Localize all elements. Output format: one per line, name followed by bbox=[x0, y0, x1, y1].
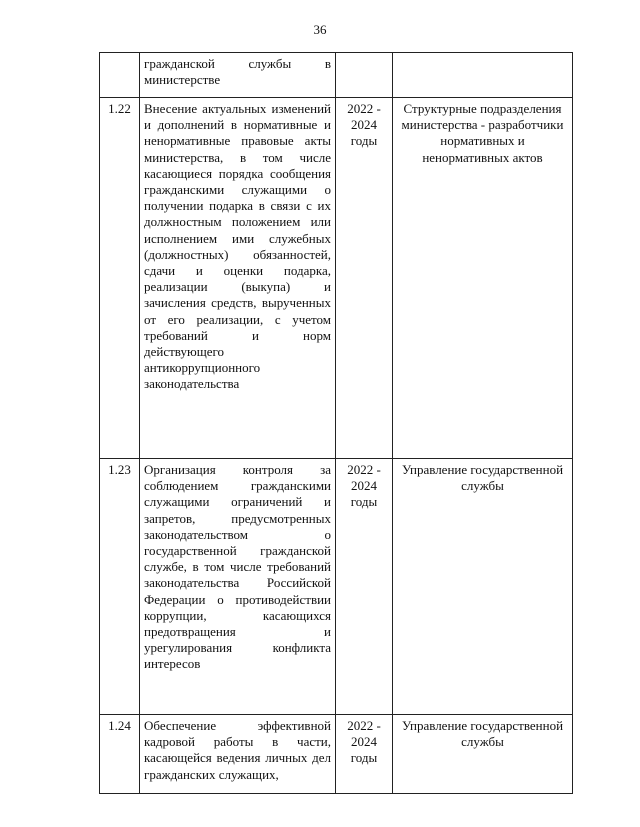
term-unit: годы bbox=[350, 750, 378, 766]
measures-table bbox=[99, 52, 573, 794]
responsible-unit: Структурные подразделения министерства - разработчики нормативных и ненормативных актов bbox=[393, 98, 573, 459]
measure-description: Организация контроля за соблюдением гражданскими служащими ограничений и запретов, предусмотренных законодательством о государственной гражданской службе, в том числе требований законодательства Российской Федерации о противодействии коррупции, касающихся предотвращения и урегулирования конфликта интересов bbox=[140, 459, 336, 715]
row-number bbox=[100, 53, 140, 98]
measure-term bbox=[336, 98, 393, 459]
measure-description: Внесение актуальных изменений и дополнений в нормативные и ненормативные правовые акты министерства, в том числе касающиеся порядка сообщения гражданскими служащими о получении подарка в связи с их должностным положением или исполнением ими служебных (должностных) обязанностей, сдачи и оценки подарка, реализации (выкупа) и зачисления средств, вырученных от его реализации, с учетом требований и норм действующего антикоррупционного законодательства bbox=[140, 98, 336, 459]
measure-description: Обеспечение эффективной кадровой работы в части, касающейся ведения личных дел гражданских служащих, bbox=[140, 715, 336, 794]
term-start: 2022 - bbox=[347, 462, 381, 477]
responsible-unit bbox=[393, 53, 573, 98]
row-number: 1.23 bbox=[100, 459, 140, 715]
row-number: 1.24 bbox=[100, 715, 140, 794]
responsible-unit: Управление государственной службы bbox=[393, 459, 573, 715]
table-row bbox=[100, 53, 573, 98]
table-row bbox=[100, 715, 573, 794]
measure-description: гражданской службы в министерстве bbox=[140, 53, 336, 98]
measure-term bbox=[336, 715, 393, 794]
term-unit: годы bbox=[350, 494, 378, 510]
measure-term bbox=[336, 459, 393, 715]
table-row bbox=[100, 98, 573, 459]
page-number: 36 bbox=[313, 22, 327, 37]
row-number: 1.22 bbox=[100, 98, 140, 459]
term-start: 2022 - bbox=[347, 101, 381, 116]
responsible-unit: Управление государственной службы bbox=[393, 715, 573, 794]
term-unit: годы bbox=[350, 133, 378, 149]
term-end: 2024 bbox=[351, 478, 377, 494]
term-end: 2024 bbox=[351, 117, 377, 133]
term-start: 2022 - bbox=[347, 718, 381, 733]
measure-term bbox=[336, 53, 393, 98]
term-end: 2024 bbox=[351, 734, 377, 750]
table-row bbox=[100, 459, 573, 715]
